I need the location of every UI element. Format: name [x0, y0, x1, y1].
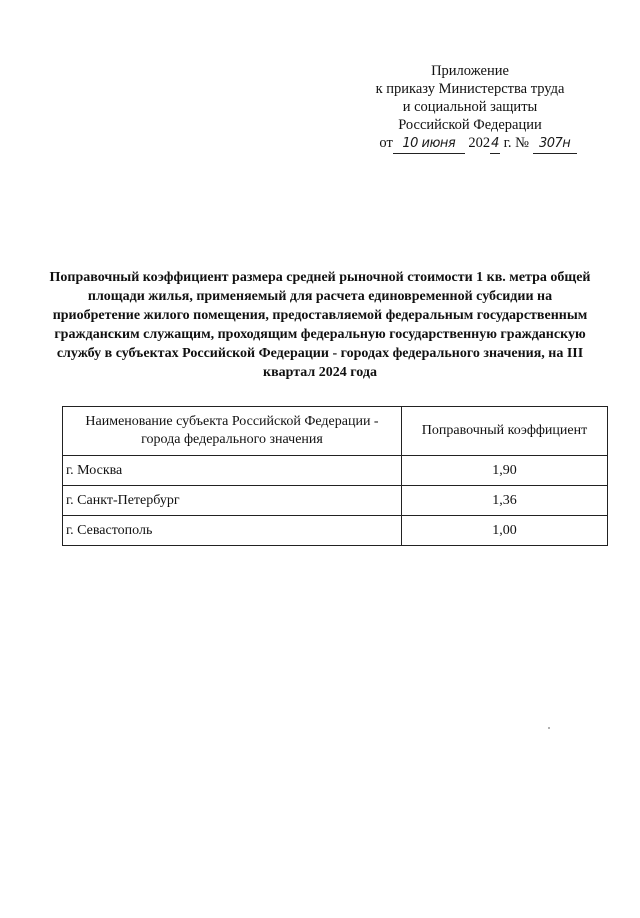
year-prefix: 202 — [468, 135, 491, 151]
table-row — [63, 516, 608, 546]
appendix-label: Приложение — [431, 63, 509, 79]
coefficient-table — [62, 406, 608, 546]
table-header-row — [63, 407, 608, 456]
handwritten-order-number: 307н — [533, 135, 577, 154]
region-cell: г. Севастополь — [63, 516, 402, 546]
order-date-number-line — [368, 134, 588, 154]
appendix-header — [360, 62, 580, 154]
region-cell: г. Санкт-Петербург — [63, 486, 402, 516]
column-header-region: Наименование субъекта Российской Федерации - города федерального значения — [63, 407, 402, 456]
column-header-coefficient: Поправочный коэффициент — [402, 407, 608, 456]
scan-speck — [548, 727, 550, 729]
number-label: г. № — [503, 135, 529, 151]
handwritten-year-digit: 4 — [490, 135, 500, 154]
country-line: Российской Федерации — [398, 117, 542, 133]
table-row — [63, 486, 608, 516]
handwritten-date: 10 июня — [393, 135, 465, 154]
coefficient-cell: 1,36 — [402, 486, 608, 516]
document-title: Поправочный коэффициент размера средней рыночной стоимости 1 кв. метра общей площади жилья, применяемый для расчета единовременной субсидии на приобретение жилого помещения, предоставляемой федеральным государственным гражданским служащим, проходящим федеральную государственную гражданскую службу в субъектах Российской Федерации - городах федерального значения, на III квартал 2024 года — [49, 270, 591, 380]
coefficient-cell: 1,00 — [402, 516, 608, 546]
table-row — [63, 456, 608, 486]
from-prefix: от — [379, 135, 393, 151]
ministry-line: и социальной защиты — [402, 99, 538, 115]
coefficient-cell: 1,90 — [402, 456, 608, 486]
region-cell: г. Москва — [63, 456, 402, 486]
order-reference-line: к приказу Министерства труда — [375, 81, 565, 97]
